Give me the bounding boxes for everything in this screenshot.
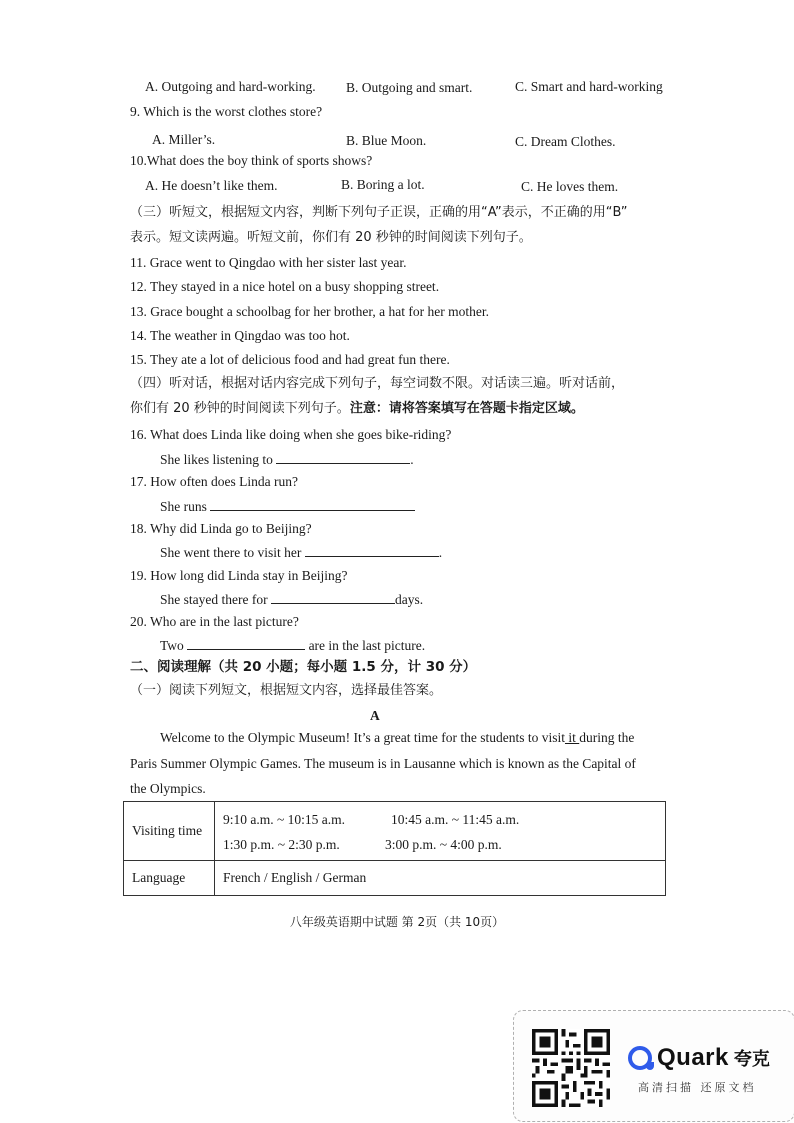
answer-prompt-17: She runs — [160, 499, 207, 514]
section3-instruction-line2: 表示。短文读两遍。听短文前，你们有 20 秒钟的时间阅读下列句子。 — [130, 230, 532, 245]
visiting-time-values — [215, 802, 666, 861]
part2-subtitle: （一）阅读下列短文，根据短文内容，选择最佳答案。 — [130, 683, 443, 698]
answer-blank-19[interactable] — [271, 590, 395, 604]
museum-info-table — [123, 801, 666, 896]
fill-answer-20 — [160, 636, 425, 655]
q10-option-c: C. He loves them. — [521, 179, 619, 194]
quark-slogan: 高清扫描 还原文档 — [638, 1081, 757, 1094]
quark-brand-name: Quark — [657, 1044, 729, 1071]
language-label: Language — [124, 861, 215, 896]
tf-item-15: 15. They ate a lot of delicious food and had great fun there. — [130, 352, 450, 367]
passage-line-3: the Olympics. — [130, 781, 206, 796]
fill-question-16: 16. What does Linda like doing when she goes bike-riding? — [130, 427, 452, 442]
page-footer: 八年级英语期中试题 第 2页（共 10页） — [289, 915, 505, 929]
answer-prompt-20: Two — [160, 638, 184, 653]
time-slot-3: 1:30 p.m. ~ 2:30 p.m. — [223, 837, 340, 852]
time-slot-2: 10:45 a.m. ~ 11:45 a.m. — [391, 812, 520, 827]
answer-blank-16[interactable] — [276, 450, 410, 464]
fill-question-20: 20. Who are in the last picture? — [130, 614, 299, 629]
fill-question-19: 19. How long did Linda stay in Beijing? — [130, 568, 348, 583]
q8-option-b: B. Outgoing and smart. — [346, 80, 473, 95]
time-slot-4: 3:00 p.m. ~ 4:00 p.m. — [385, 837, 502, 852]
table-row — [124, 802, 666, 861]
answer-prompt-19: She stayed there for — [160, 592, 268, 607]
language-values: French / English / German — [215, 861, 666, 896]
fill-question-17: 17. How often does Linda run? — [130, 474, 298, 489]
part2-title: 二、阅读理解（共 20 小题；每小题 1.5 分，计 30 分） — [130, 659, 477, 675]
answer-blank-20[interactable] — [187, 636, 305, 650]
answer-prompt-18: She went there to visit her — [160, 545, 302, 560]
answer-blank-18[interactable] — [305, 543, 439, 557]
visiting-time-label: Visiting time — [124, 802, 215, 861]
passage-line-2: Paris Summer Olympic Games. The museum is in Lausanne which is known as the Capital of — [130, 756, 636, 771]
fill-answer-16: She likes listening to . — [160, 452, 414, 467]
passage-text-1b: during the — [579, 730, 635, 745]
underlined-word-it: it — [564, 730, 580, 745]
answer-suffix-20: are in the last picture. — [308, 638, 426, 653]
section4-instruction-line1: （四）听对话，根据对话内容完成下列句子，每空词数不限。对话读三遍。听对话前， — [130, 376, 625, 391]
answer-blank-17[interactable] — [210, 497, 415, 511]
fill-question-18: 18. Why did Linda go to Beijing? — [130, 521, 312, 536]
tf-item-11: 11. Grace went to Qingdao with her sister last year. — [130, 255, 407, 270]
fill-answer-19 — [160, 590, 423, 609]
quark-brand-name-cn: 夸克 — [733, 1049, 770, 1070]
q8-option-a: A. Outgoing and hard-working. — [145, 79, 316, 94]
quark-brand — [628, 1043, 770, 1073]
answer-sheet-note: 注意：请将答案填写在答题卡指定区域。 — [349, 401, 584, 416]
passage-text-1a: Welcome to the Olympic Museum! It’s a great time for the students to visit — [160, 730, 565, 745]
q8-option-c: C. Smart and hard-working — [515, 79, 663, 94]
fill-answer-17 — [160, 497, 415, 516]
q10-option-b: B. Boring a lot. — [341, 177, 425, 192]
q9-question: 9. Which is the worst clothes store? — [130, 104, 323, 119]
section4-instruction-text: 你们有 20 秒钟的时间阅读下列句子。 — [130, 401, 350, 416]
table-row — [124, 861, 666, 896]
q10-question: 10.What does the boy think of sports shows? — [130, 153, 373, 168]
section3-instruction-line1: （三）听短文，根据短文内容，判断下列句子正误，正确的用“A”表示，不正确的用“B” — [130, 205, 628, 220]
q9-option-a: A. Miller’s. — [152, 132, 216, 147]
section4-instruction-line2 — [130, 400, 584, 418]
tf-item-12: 12. They stayed in a nice hotel on a busy shopping street. — [130, 279, 440, 294]
quark-logo-icon — [628, 1046, 652, 1070]
quark-watermark — [513, 1010, 794, 1122]
tf-item-14: 14. The weather in Qingdao was too hot. — [130, 328, 350, 343]
tf-item-13: 13. Grace bought a schoolbag for her brother, a hat for her mother. — [130, 304, 489, 319]
answer-prompt-16: She likes listening to — [160, 452, 273, 467]
q10-option-a: A. He doesn’t like them. — [145, 178, 278, 193]
answer-suffix-19: days. — [394, 592, 424, 607]
q9-option-c: C. Dream Clothes. — [515, 134, 616, 149]
q9-option-b: B. Blue Moon. — [346, 133, 427, 148]
passage-label: A — [370, 708, 380, 723]
qr-code-icon — [532, 1029, 610, 1107]
passage-line-1 — [160, 729, 634, 747]
time-slot-1: 9:10 a.m. ~ 10:15 a.m. — [223, 812, 346, 827]
fill-answer-18: She went there to visit her . — [160, 545, 443, 560]
